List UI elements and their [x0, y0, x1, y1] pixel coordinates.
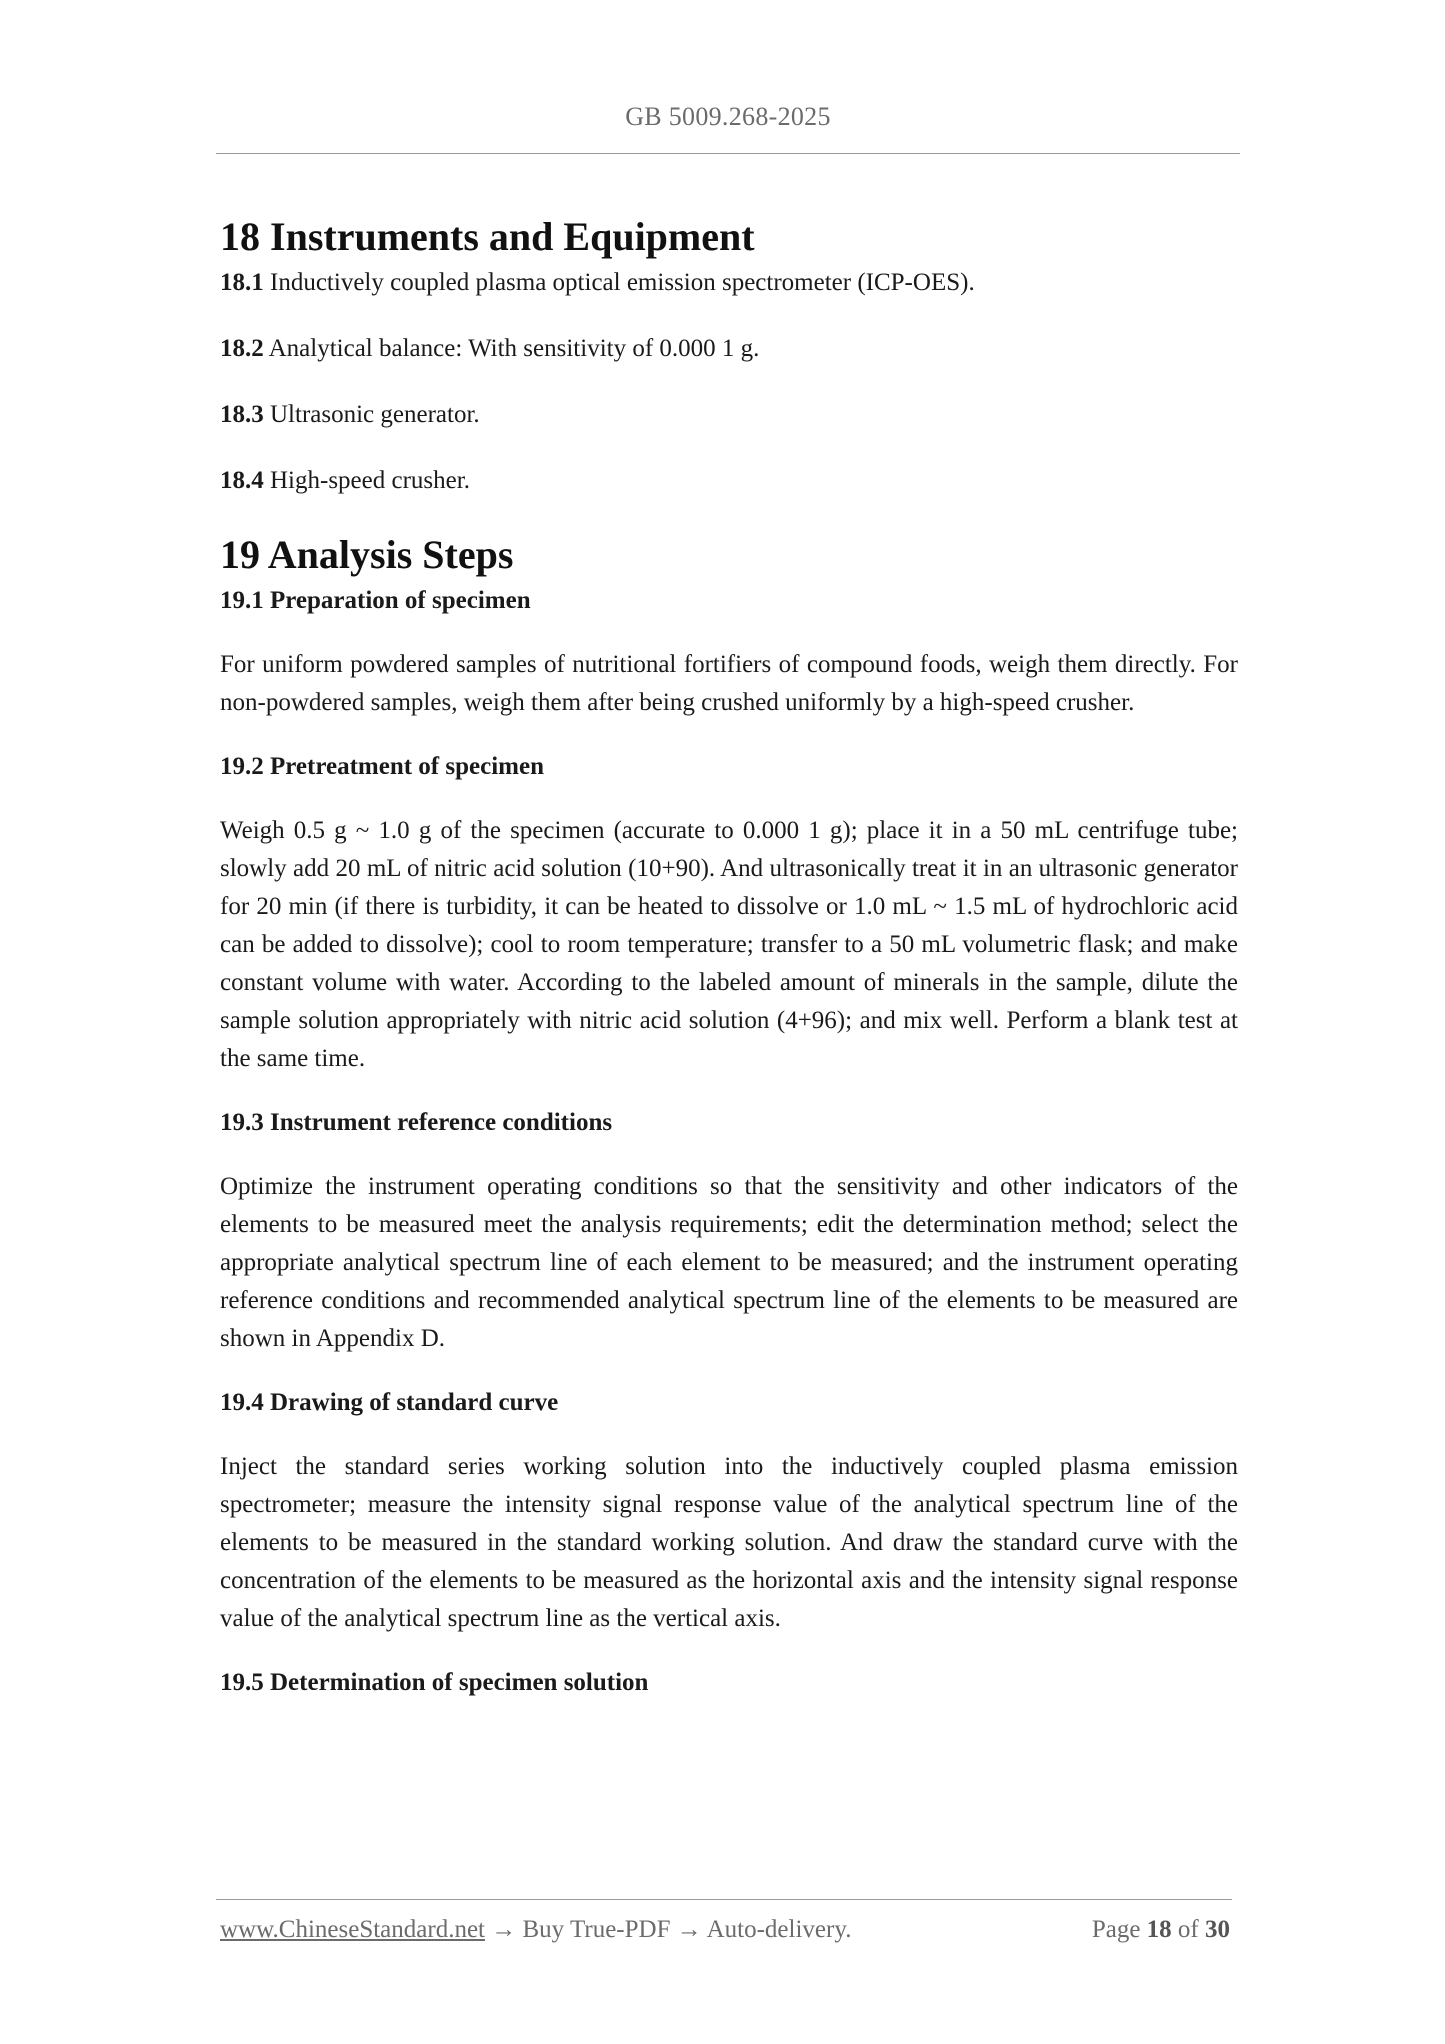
item-text: High-speed crusher. [263, 467, 470, 494]
item-text: Inductively coupled plasma optical emission spectrometer (ICP-OES). [263, 269, 975, 296]
subsection-19-3-title: 19.3 Instrument reference conditions [220, 1109, 613, 1136]
item-number: 18.4 [220, 467, 264, 494]
page-header-title: GB 5009.268-2025 [625, 102, 831, 131]
header-divider [216, 153, 1240, 154]
footer-promo-text: → Buy True-PDF → Auto-delivery. [485, 1916, 852, 1943]
item-text: Ultrasonic generator. [263, 401, 480, 428]
subsection-19-1-title: 19.1 Preparation of specimen [220, 587, 531, 614]
item-18-1 [220, 264, 1238, 302]
section-19-heading: 19 Analysis Steps [220, 532, 514, 577]
subsection-19-2-text: Weigh 0.5 g ~ 1.0 g of the specimen (accurate to 0.000 1 g); place it in a 50 mL centrifuge tube; slowly add 20 mL of nitric acid solution (10+90). And ultrasonically treat it in an ultrasonic generator for 20 min (if there is turbidity, it can be heated to dissolve or 1.0 mL ~ 1.5 mL of hydrochloric acid can be added to dissolve); cool to room temperature; transfer to a 50 mL volumetric flask; and make constant volume with water. According to the labeled amount of minerals in the sample, dilute the sample solution appropriately with nitric acid solution (4+96); and mix well. Perform a blank test at the same time. [220, 817, 1238, 1072]
subsection-19-2-title: 19.2 Pretreatment of specimen [220, 753, 544, 780]
subsection-19-5-title: 19.5 Determination of specimen solution [220, 1669, 649, 1696]
item-text: Analytical balance: With sensitivity of 0.000 1 g. [263, 335, 760, 362]
website-link[interactable]: www.ChineseStandard.net [220, 1916, 485, 1943]
page-content [220, 210, 1238, 1728]
page-label: Page [1091, 1916, 1141, 1943]
page-number [1092, 1916, 1230, 1944]
item-18-4 [220, 462, 1238, 500]
current-page: 18 [1146, 1916, 1172, 1943]
footer-promo [220, 1916, 851, 1944]
subsection-19-4-title: 19.4 Drawing of standard curve [220, 1389, 559, 1416]
total-pages: 30 [1205, 1916, 1230, 1943]
section-18-heading: 18 Instruments and Equipment [220, 214, 755, 259]
item-number: 18.3 [220, 401, 264, 428]
item-number: 18.1 [220, 269, 264, 296]
subsection-19-1-text: For uniform powdered samples of nutritional fortifiers of compound foods, weigh them directly. For non-powdered samples, weigh them after being crushed uniformly by a high-speed crusher. [220, 651, 1238, 716]
subsection-19-4-text: Inject the standard series working solution into the inductively coupled plasma emission spectrometer; measure the intensity signal response value of the analytical spectrum line of the elements to be measured in the standard working solution. And draw the standard curve with the concentration of the elements to be measured as the horizontal axis and the intensity signal response value of the analytical spectrum line as the vertical axis. [220, 1453, 1238, 1632]
footer-divider [216, 1899, 1232, 1900]
of-label: of [1177, 1916, 1199, 1943]
item-18-3 [220, 396, 1238, 434]
subsection-19-3-text: Optimize the instrument operating conditions so that the sensitivity and other indicators of the elements to be measured meet the analysis requirements; edit the determination method; select the appropriate analytical spectrum line of each element to be measured; and the instrument operating reference conditions and recommended analytical spectrum line of the elements to be measured are shown in Appendix D. [220, 1173, 1238, 1352]
item-number: 18.2 [220, 335, 264, 362]
item-18-2 [220, 330, 1238, 368]
